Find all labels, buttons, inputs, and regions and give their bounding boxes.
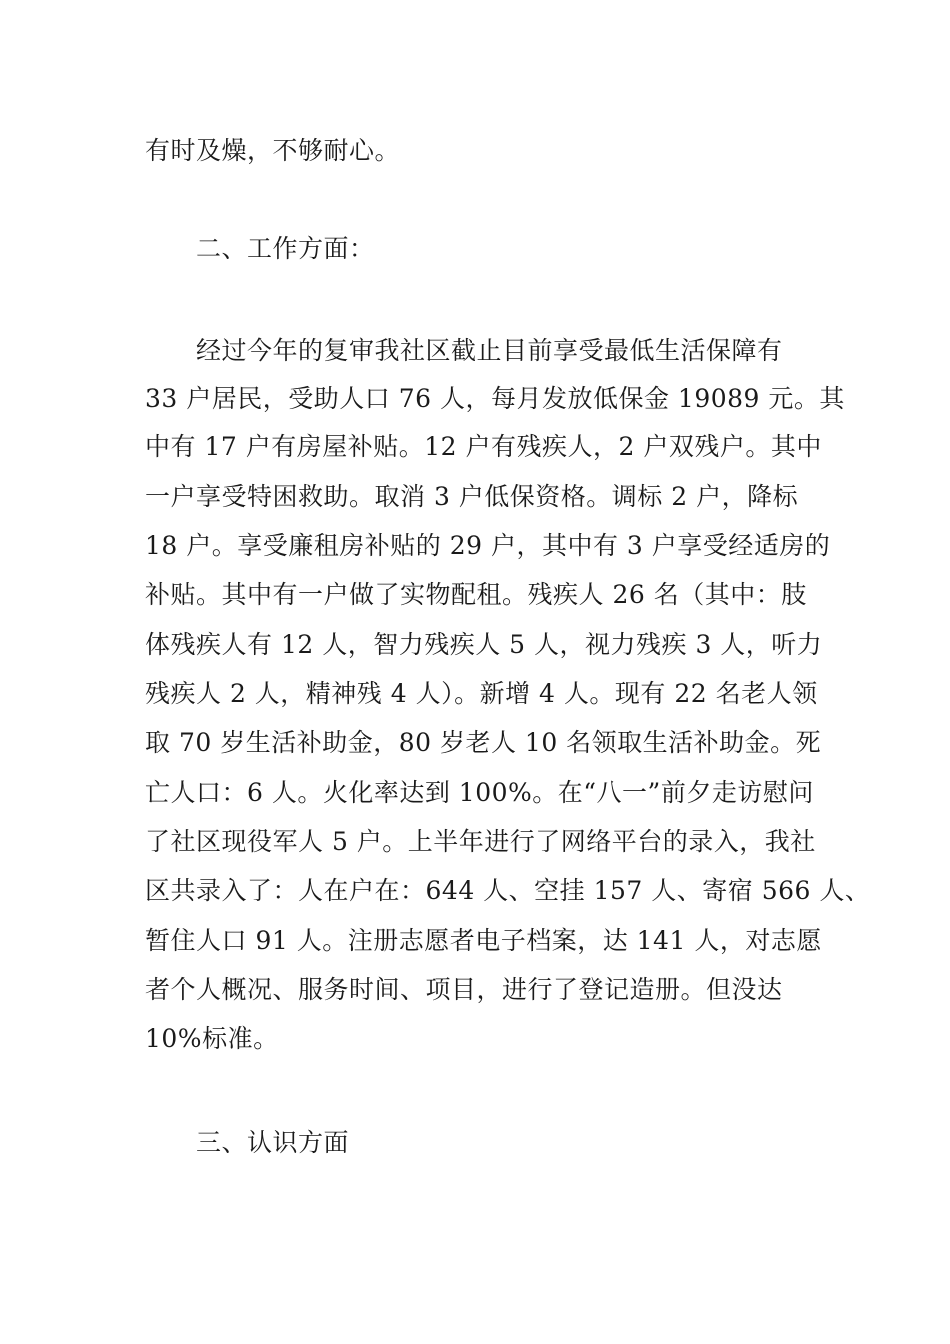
- paragraph-line: 区共录入了：人在户在：644 人、空挂 157 人、寄宿 566 人、: [145, 876, 871, 905]
- paragraph-line: 补贴。其中有一户做了实物配租。残疾人 26 名（其中：肢: [145, 580, 807, 609]
- paragraph-line: 残疾人 2 人，精神残 4 人）。新增 4 人。现有 22 名老人领: [145, 679, 818, 708]
- section-three-heading: 三、认识方面: [196, 1128, 350, 1157]
- paragraph-line: 取 70 岁生活补助金，80 岁老人 10 名领取生活补助金。死: [145, 728, 822, 757]
- paragraph-line: 中有 17 户有房屋补贴。12 户有残疾人，2 户双残户。其中: [145, 432, 822, 461]
- paragraph-line: 10%标准。: [145, 1024, 279, 1053]
- paragraph-line: 一户享受特困救助。取消 3 户低保资格。调标 2 户，降标: [145, 482, 799, 511]
- paragraph-line: 亡人口：6 人。火化率达到 100%。在“八一”前夕走访慰问: [145, 778, 814, 807]
- intro-tail-text: 有时及燥，不够耐心。: [145, 136, 401, 165]
- paragraph-line: 33 户居民，受助人口 76 人，每月发放低保金 19089 元。其: [145, 384, 845, 413]
- paragraph-line: 18 户。享受廉租房补贴的 29 户，其中有 3 户享受经适房的: [145, 531, 831, 560]
- paragraph-line: 经过今年的复审我社区截止目前享受最低生活保障有: [196, 336, 783, 365]
- paragraph-line: 体残疾人有 12 人，智力残疾人 5 人，视力残疾 3 人，听力: [145, 630, 823, 659]
- paragraph-line: 者个人概况、服务时间、项目，进行了登记造册。但没达: [145, 975, 783, 1004]
- paragraph-line: 了社区现役军人 5 户。上半年进行了网络平台的录入，我社: [145, 827, 816, 856]
- paragraph-line: 暂住人口 91 人。注册志愿者电子档案，达 141 人，对志愿: [145, 926, 822, 955]
- section-two-heading: 二、工作方面：: [196, 234, 375, 263]
